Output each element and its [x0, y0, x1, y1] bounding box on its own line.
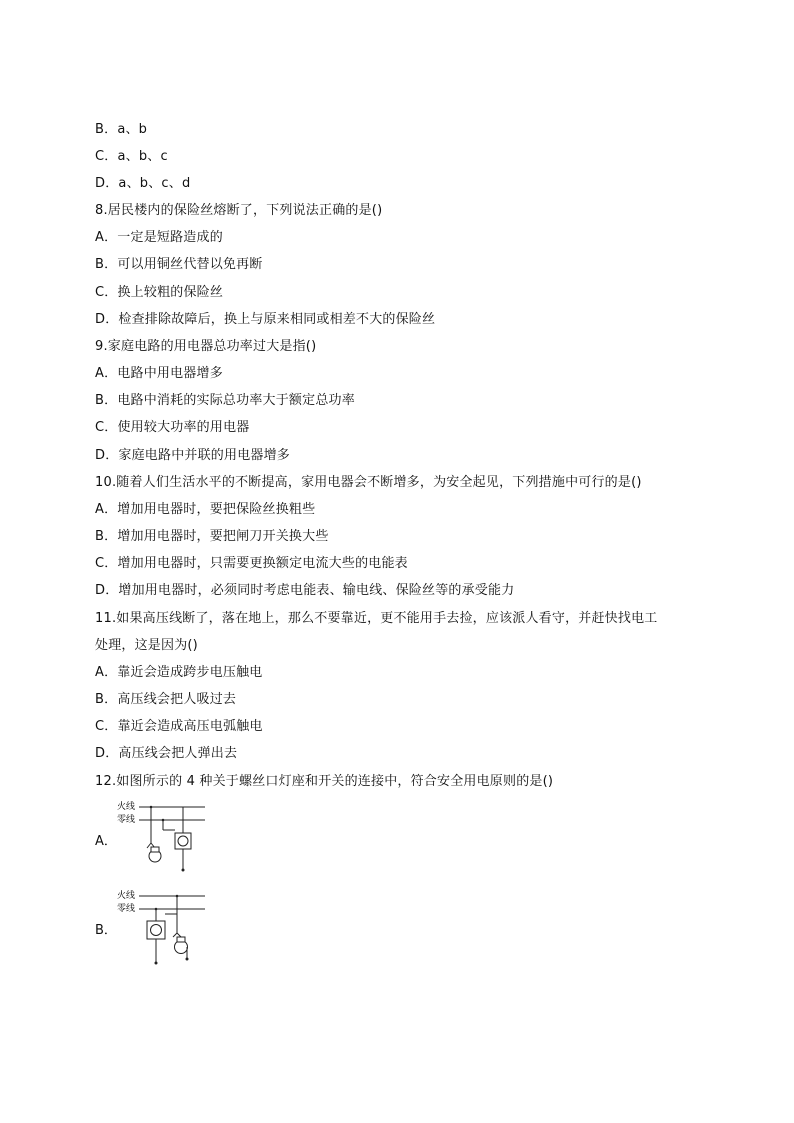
q9-option-d: D．家庭电路中并联的用电器增多 [95, 448, 291, 463]
prev-option-d: D．a、b、c、d [95, 176, 191, 191]
q9-option-c: C．使用较大功率的用电器 [95, 420, 250, 435]
q8-option-d: D．检查排除故障后，换上与原来相同或相差不大的保险丝 [95, 312, 436, 327]
q8-option-b: B．可以用铜丝代替以免再断 [95, 257, 263, 272]
q11-option-c: C．靠近会造成高压电弧触电 [95, 719, 263, 734]
q10-stem: 10.随着人们生活水平的不断提高，家用电器会不断增多，为安全起见，下列措施中可行的是() [95, 475, 642, 490]
q10-option-d: D．增加用电器时，必须同时考虑电能表、输电线、保险丝等的承受能力 [95, 583, 515, 598]
q9-stem: 9.家庭电路的用电器总功率过大是指() [95, 339, 317, 354]
q11-stem-line2: 处理，这是因为() [95, 638, 198, 653]
q11-option-d: D．高压线会把人弹出去 [95, 746, 238, 761]
q10-option-a: A．增加用电器时，要把保险丝换粗些 [95, 502, 316, 517]
q9-option-a: A．电路中用电器增多 [95, 366, 223, 381]
live-wire-label-b: 火线 [117, 891, 136, 901]
q8-option-c: C．换上较粗的保险丝 [95, 285, 224, 300]
q12-stem: 12.如图所示的 4 种关于螺丝口灯座和开关的连接中，符合安全用电原则的是() [95, 774, 554, 789]
q10-option-b: B．增加用电器时，要把闸刀开关换大些 [95, 529, 329, 544]
q12-figure-b-diagram [115, 889, 205, 969]
q10-option-c: C．增加用电器时，只需要更换额定电流大些的电能表 [95, 556, 408, 571]
q11-stem-line1: 11.如果高压线断了，落在地上，那么不要靠近，更不能用手去捡，应该派人看守，并赶快找电工 [95, 611, 658, 626]
prev-option-b: B．a、b [95, 122, 148, 137]
q12-figure-a-diagram [115, 800, 205, 880]
q11-option-a: A．靠近会造成跨步电压触电 [95, 665, 263, 680]
q8-stem: 8.居民楼内的保险丝熔断了，下列说法正确的是() [95, 203, 383, 218]
neutral-wire-label-b: 零线 [117, 904, 136, 914]
q9-option-b: B．电路中消耗的实际总功率大于额定总功率 [95, 393, 355, 408]
live-wire-label-a: 火线 [117, 802, 136, 812]
prev-option-c: C．a、b、c [95, 149, 168, 164]
q8-option-a: A．一定是短路造成的 [95, 230, 223, 245]
q11-option-b: B．高压线会把人吸过去 [95, 692, 237, 707]
neutral-wire-label-a: 零线 [117, 815, 136, 825]
q12-figure-a-label: A． [95, 834, 117, 849]
q12-figure-b-label: B． [95, 923, 117, 938]
